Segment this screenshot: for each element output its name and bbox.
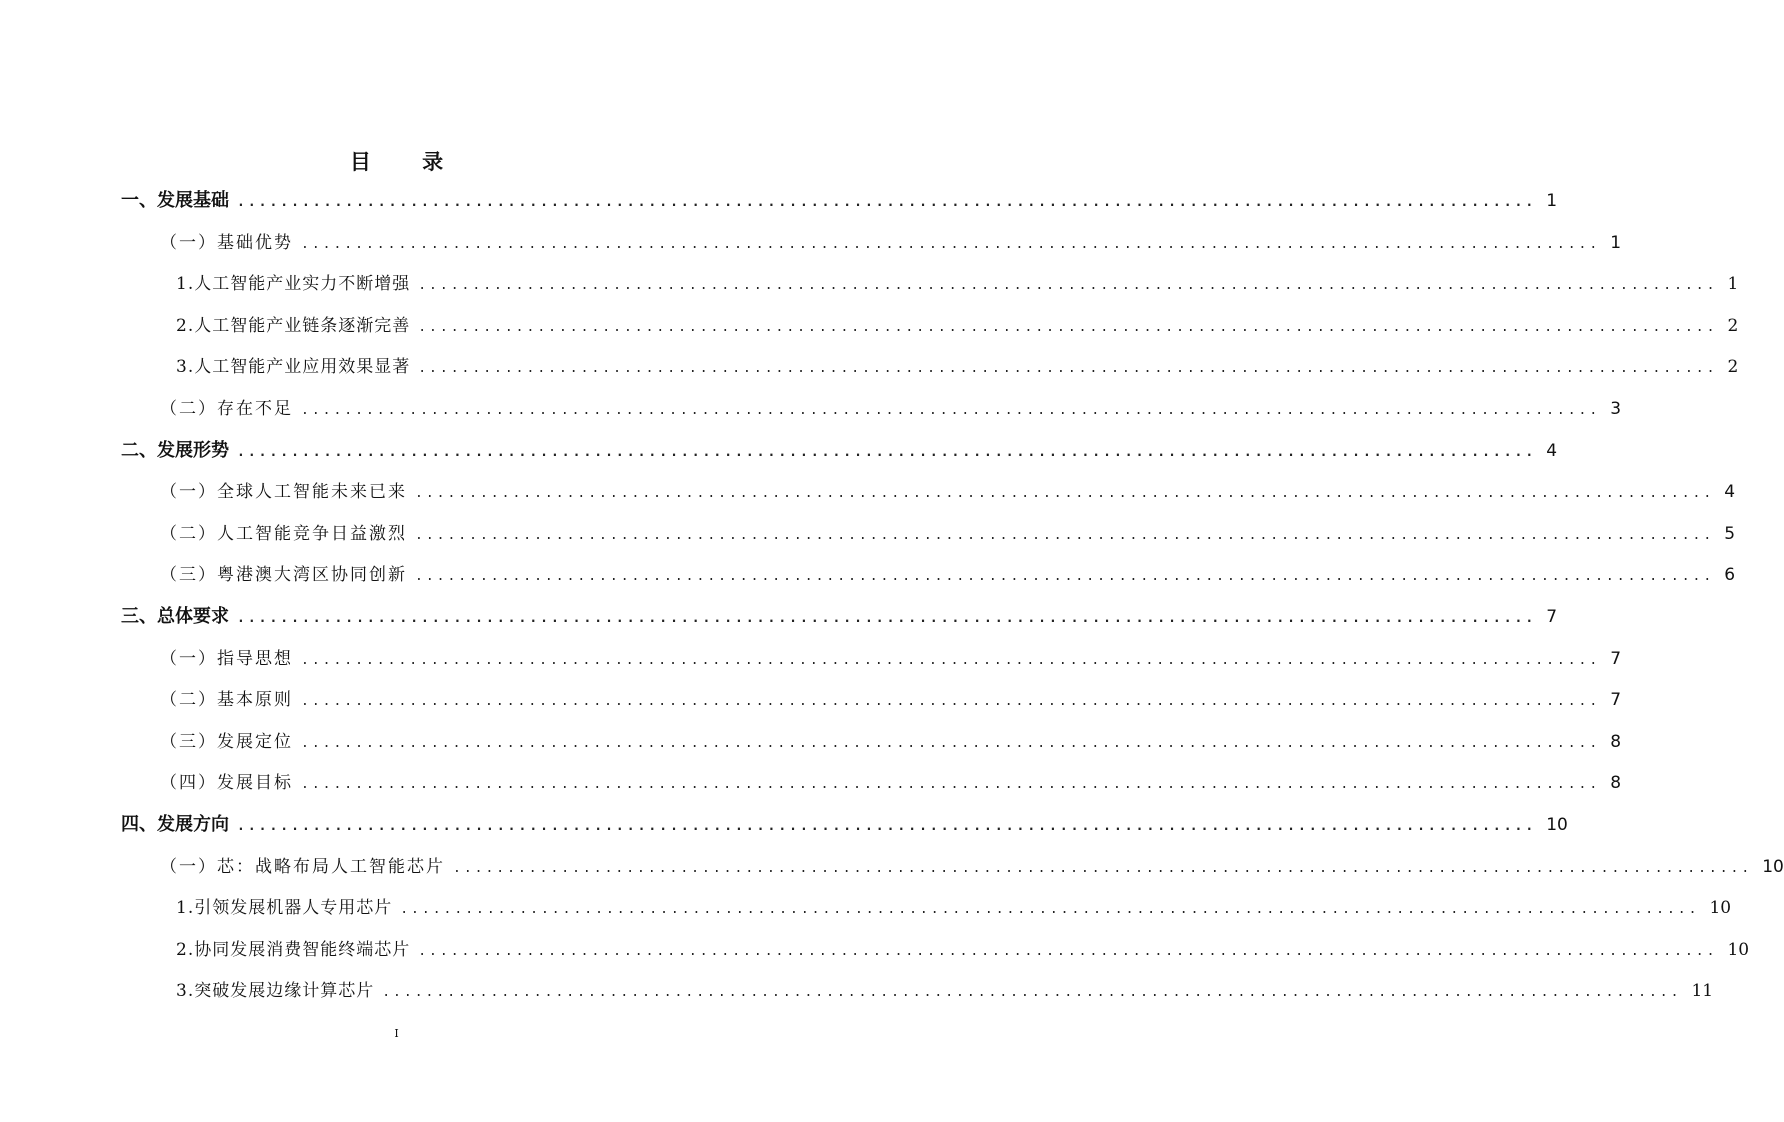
toc-entry[interactable]	[160, 394, 1622, 424]
toc-entry-label: （二）人工智能竞争日益激烈	[160, 523, 407, 544]
toc-entry-label: 2.协同发展消费智能终端芯片	[176, 939, 411, 960]
toc-entry-label: （二）基本原则	[160, 690, 293, 711]
toc-entry[interactable]	[176, 311, 1739, 341]
toc-entry[interactable]	[160, 560, 1736, 590]
toc-entry[interactable]	[160, 852, 1784, 882]
toc-entry-label: （四）发展目标	[160, 773, 293, 794]
toc-entry-label: （一）指导思想	[160, 648, 293, 669]
toc-entry-label: 三、总体要求	[121, 606, 229, 627]
toc-entry[interactable]	[160, 768, 1622, 798]
toc-entry[interactable]	[121, 810, 1568, 840]
toc-entry-page: 1	[1727, 274, 1739, 295]
toc-entry-page: 1	[1546, 191, 1558, 211]
toc-entry-page: 6	[1724, 565, 1736, 586]
dot-leader: ........................................................................................................................	[415, 527, 1715, 543]
toc-entry-page: 8	[1610, 731, 1622, 752]
dot-leader: ........................................................................................................................	[453, 860, 1753, 876]
toc-entry-page: 1	[1610, 232, 1622, 253]
toc-entry-label: 3.突破发展边缘计算芯片	[176, 981, 375, 1002]
toc-entry-label: （三）发展定位	[160, 731, 293, 752]
toc-entry-label: （二）存在不足	[160, 399, 293, 419]
toc-entry[interactable]	[160, 727, 1622, 757]
toc-entry-page: 5	[1724, 523, 1736, 544]
toc-entry-label: 3.人工智能产业应用效果显著	[176, 357, 411, 378]
toc-entry-label: 二、发展形势	[121, 439, 229, 461]
toc-entry-label: 1.引领发展机器人专用芯片	[176, 898, 393, 919]
dot-leader: ........................................................................................................................	[415, 569, 1715, 585]
toc-entry-page: 7	[1546, 607, 1558, 627]
toc-entry-label: 2.人工智能产业链条逐渐完善	[176, 315, 411, 336]
toc-entry[interactable]	[160, 228, 1622, 258]
toc-entry-label: （一）全球人工智能未来已来	[160, 482, 407, 503]
toc-entry-label: （一）基础优势	[160, 232, 293, 253]
dot-leader: ........................................................................................................................	[237, 819, 1537, 834]
dot-leader: ........................................................................................................................	[237, 195, 1537, 210]
toc-entry[interactable]	[160, 477, 1736, 507]
toc-entry-page: 7	[1610, 648, 1622, 669]
toc-entry[interactable]	[160, 519, 1736, 549]
toc-entry[interactable]	[121, 602, 1558, 632]
dot-leader: ........................................................................................................................	[237, 444, 1537, 460]
dot-leader: ........................................................................................................................	[301, 652, 1601, 668]
dot-leader: ........................................................................................................................	[418, 319, 1718, 335]
dot-leader: ........................................................................................................................	[418, 278, 1718, 294]
toc-entry-page: 10	[1709, 898, 1732, 919]
toc-entry-page: 10	[1727, 939, 1750, 960]
dot-leader: ........................................................................................................................	[301, 735, 1601, 751]
toc-entry-page: 2	[1727, 315, 1739, 336]
toc-entry-page: 3	[1610, 399, 1622, 419]
dot-leader: ........................................................................................................................	[237, 611, 1537, 626]
page-title: 目 录	[349, 150, 466, 174]
toc-entry-page: 7	[1610, 690, 1622, 711]
toc-entry[interactable]	[176, 893, 1732, 923]
toc-entry-page: 2	[1727, 357, 1739, 378]
toc-entry[interactable]	[176, 935, 1750, 965]
dot-leader: ........................................................................................................................	[301, 694, 1601, 710]
dot-leader: ........................................................................................................................	[301, 236, 1601, 252]
toc-entry-label: 一、发展基础	[121, 190, 229, 211]
toc-entry-page: 11	[1691, 981, 1714, 1002]
toc-entry-label: （一）芯：战略布局人工智能芯片	[160, 856, 445, 877]
dot-leader: ........................................................................................................................	[418, 361, 1718, 377]
toc-entry-page: 4	[1724, 482, 1736, 503]
toc-entry-label: （三）粤港澳大湾区协同创新	[160, 565, 407, 586]
dot-leader: ........................................................................................................................	[301, 777, 1601, 793]
toc-entry[interactable]	[176, 269, 1739, 299]
page-number-footer: I	[394, 1027, 399, 1040]
toc-entry-label: 1.人工智能产业实力不断增强	[176, 274, 411, 295]
toc-entry[interactable]	[176, 976, 1714, 1006]
toc-entry[interactable]	[121, 436, 1558, 466]
dot-leader: ........................................................................................................................	[400, 902, 1700, 918]
toc-entry[interactable]	[121, 186, 1558, 216]
toc-entry-page: 10	[1546, 815, 1568, 835]
toc-entry-label: 四、发展方向	[121, 814, 229, 835]
dot-leader: ........................................................................................................................	[382, 985, 1682, 1001]
toc-entry[interactable]	[176, 352, 1739, 382]
toc-entry-page: 4	[1546, 440, 1558, 461]
dot-leader: ........................................................................................................................	[301, 403, 1601, 418]
toc-entry[interactable]	[160, 644, 1622, 674]
toc-entry-page: 10	[1762, 856, 1784, 877]
dot-leader: ........................................................................................................................	[418, 943, 1718, 959]
toc-entry-page: 8	[1610, 773, 1622, 794]
toc-entry[interactable]	[160, 685, 1622, 715]
dot-leader: ........................................................................................................................	[415, 486, 1715, 502]
